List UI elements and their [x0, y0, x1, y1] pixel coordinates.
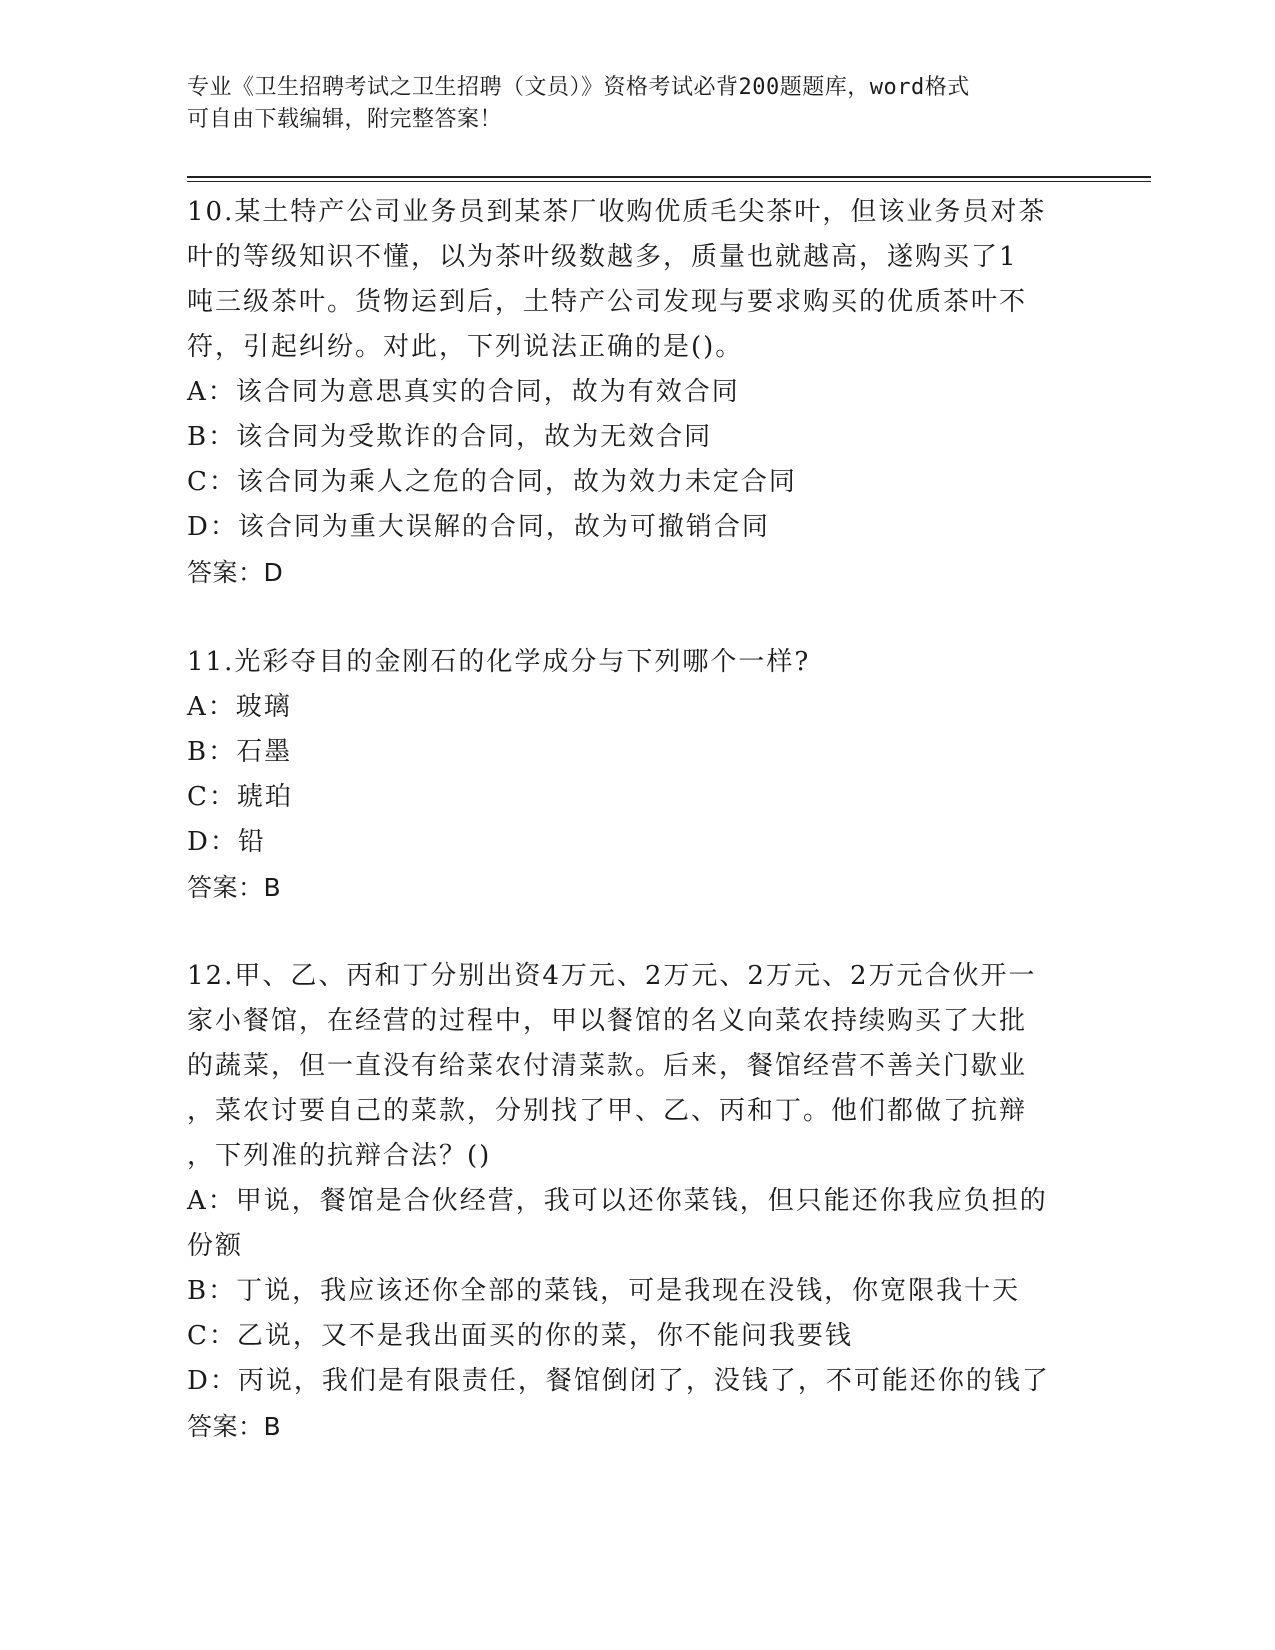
question-stem-line: 的蔬菜，但一直没有给菜农付清菜款。后来，餐馆经营不善关门歇业 — [187, 1051, 1028, 1081]
option-c: C：琥珀 — [187, 782, 293, 812]
question-stem-line: 11.光彩夺目的金刚石的化学成分与下列哪个一样? — [187, 647, 811, 677]
answer-line: 答案：B — [187, 873, 282, 902]
question-list — [187, 190, 1077, 1449]
document-header — [187, 72, 1087, 136]
header-divider-thin — [187, 181, 1151, 182]
spacer — [187, 910, 1077, 954]
option-a: A：甲说，餐馆是合伙经营，我可以还你菜钱，但只能还你我应负担的 — [187, 1186, 1048, 1216]
question-10 — [187, 190, 1077, 595]
option-a: A：玻璃 — [187, 692, 292, 722]
option-a-continued: 份额 — [187, 1231, 244, 1261]
option-c: C：乙说，又不是我出面买的你的菜，你不能问我要钱 — [187, 1321, 853, 1351]
question-11 — [187, 640, 1077, 910]
question-stem-line: 符，引起纠纷。对此，下列说法正确的是()。 — [187, 332, 744, 362]
question-stem-line: 吨三级茶叶。货物运到后，土特产公司发现与要求购买的优质茶叶不 — [187, 287, 1028, 317]
question-stem-line: ，下列准的抗辩合法？() — [187, 1141, 492, 1171]
option-c: C：该合同为乘人之危的合同，故为效力未定合同 — [187, 467, 797, 497]
option-b: B：丁说，我应该还你全部的菜钱，可是我现在没钱，你宽限我十天 — [187, 1276, 1021, 1306]
question-12 — [187, 954, 1077, 1449]
question-stem-line: 10.某土特产公司业务员到某茶厂收购优质毛尖茶叶，但该业务员对茶 — [187, 197, 1047, 227]
answer-line: 答案：B — [187, 1412, 282, 1441]
option-d: D：铅 — [187, 827, 266, 857]
header-line-1: 专业《卫生招聘考试之卫生招聘（文员）》资格考试必背200题题库，word格式 — [187, 75, 970, 100]
option-b: B：该合同为受欺诈的合同，故为无效合同 — [187, 422, 713, 452]
spacer — [187, 595, 1077, 640]
option-a: A：该合同为意思真实的合同，故为有效合同 — [187, 377, 740, 407]
question-stem-line: 12.甲、乙、丙和丁分别出资4万元、2万元、2万元、2万元合伙开一 — [187, 961, 1037, 991]
option-d: D：丙说，我们是有限责任，餐馆倒闭了，没钱了，不可能还你的钱了 — [187, 1366, 1050, 1396]
header-line-2: 可自由下载编辑，附完整答案！ — [187, 107, 503, 132]
question-stem-line: 家小餐馆，在经营的过程中，甲以餐馆的名义向菜农持续购买了大批 — [187, 1006, 1028, 1036]
answer-line: 答案：D — [187, 558, 284, 587]
question-stem-line: ，菜农讨要自己的菜款，分别找了甲、乙、丙和丁。他们都做了抗辩 — [187, 1096, 1028, 1126]
question-stem-line: 叶的等级知识不懂，以为茶叶级数越多，质量也就越高，遂购买了1 — [187, 242, 1018, 272]
option-d: D：该合同为重大误解的合同，故为可撤销合同 — [187, 512, 770, 542]
header-divider-thick — [187, 176, 1151, 178]
option-b: B：石墨 — [187, 737, 293, 767]
